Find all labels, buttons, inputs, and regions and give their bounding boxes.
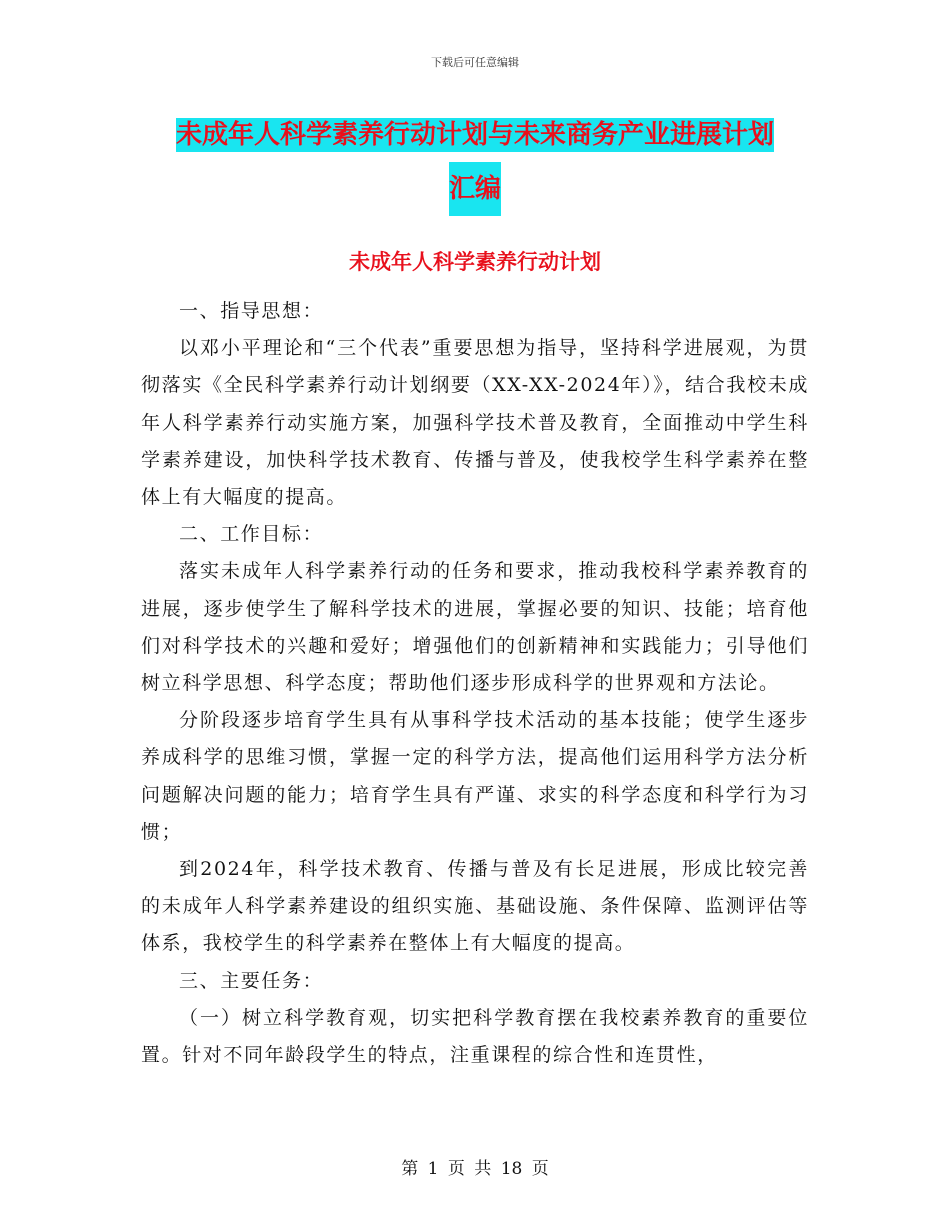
paragraph-guiding-ideology: 以邓小平理论和“三个代表”重要思想为指导，坚持科学进展观，为贯彻落实《全民科学素养行动计划纲要（XX-XX-2024年）》，结合我校未成年人科学素养行动实施方案，加强科学技术普及教育，全面推动中学生科学素养建设，加快科学技术教育、传播与普及，使我校学生科学素养在整体上有大幅度的提高。 — [141, 337, 809, 509]
page-header-note: 下载后可任意编辑 — [431, 56, 519, 69]
section-title: 未成年人科学素养行动计划 — [349, 250, 601, 274]
document-body — [141, 293, 809, 1074]
paragraph-work-goals-2: 分阶段逐步培育学生具有从事科学技术活动的基本技能；使学生逐步养成科学的思维习惯，掌握一定的科学方法，提高他们运用科学方法分析问题解决问题的能力；培育学生具有严谨、求实的科学态度和科学行为习惯； — [141, 709, 809, 843]
document-title-line-2: 汇编 — [449, 162, 501, 216]
document-title — [0, 110, 950, 216]
paragraph-work-goals-1: 落实未成年人科学素养行动的任务和要求，推动我校科学素养教育的进展，逐步使学生了解科学技术的进展，掌握必要的知识、技能；培育他们对科学技术的兴趣和爱好；增强他们的创新精神和实践能力；引导他们树立科学思想、科学态度；帮助他们逐步形成科学的世界观和方法论。 — [141, 560, 809, 695]
heading-main-tasks: 三、主要任务： — [179, 969, 324, 992]
page-footer: 第 1 页 共 18 页 — [401, 1159, 549, 1179]
document-title-line-1: 未成年人科学素养行动计划与未来商务产业进展计划 — [175, 120, 774, 150]
heading-work-goals: 二、工作目标： — [179, 523, 324, 546]
paragraph-main-tasks-1: （一）树立科学教育观，切实把科学教育摆在我校素养教育的重要位置。针对不同年龄段学生的特点，注重课程的综合性和连贯性， — [141, 1006, 809, 1067]
paragraph-work-goals-3: 到2024年，科学技术教育、传播与普及有长足进展，形成比较完善的未成年人科学素养建设的组织实施、基础设施、条件保障、监测评估等体系，我校学生的科学素养在整体上有大幅度的提高。 — [141, 858, 809, 955]
heading-guiding-ideology: 一、指导思想： — [179, 300, 324, 322]
